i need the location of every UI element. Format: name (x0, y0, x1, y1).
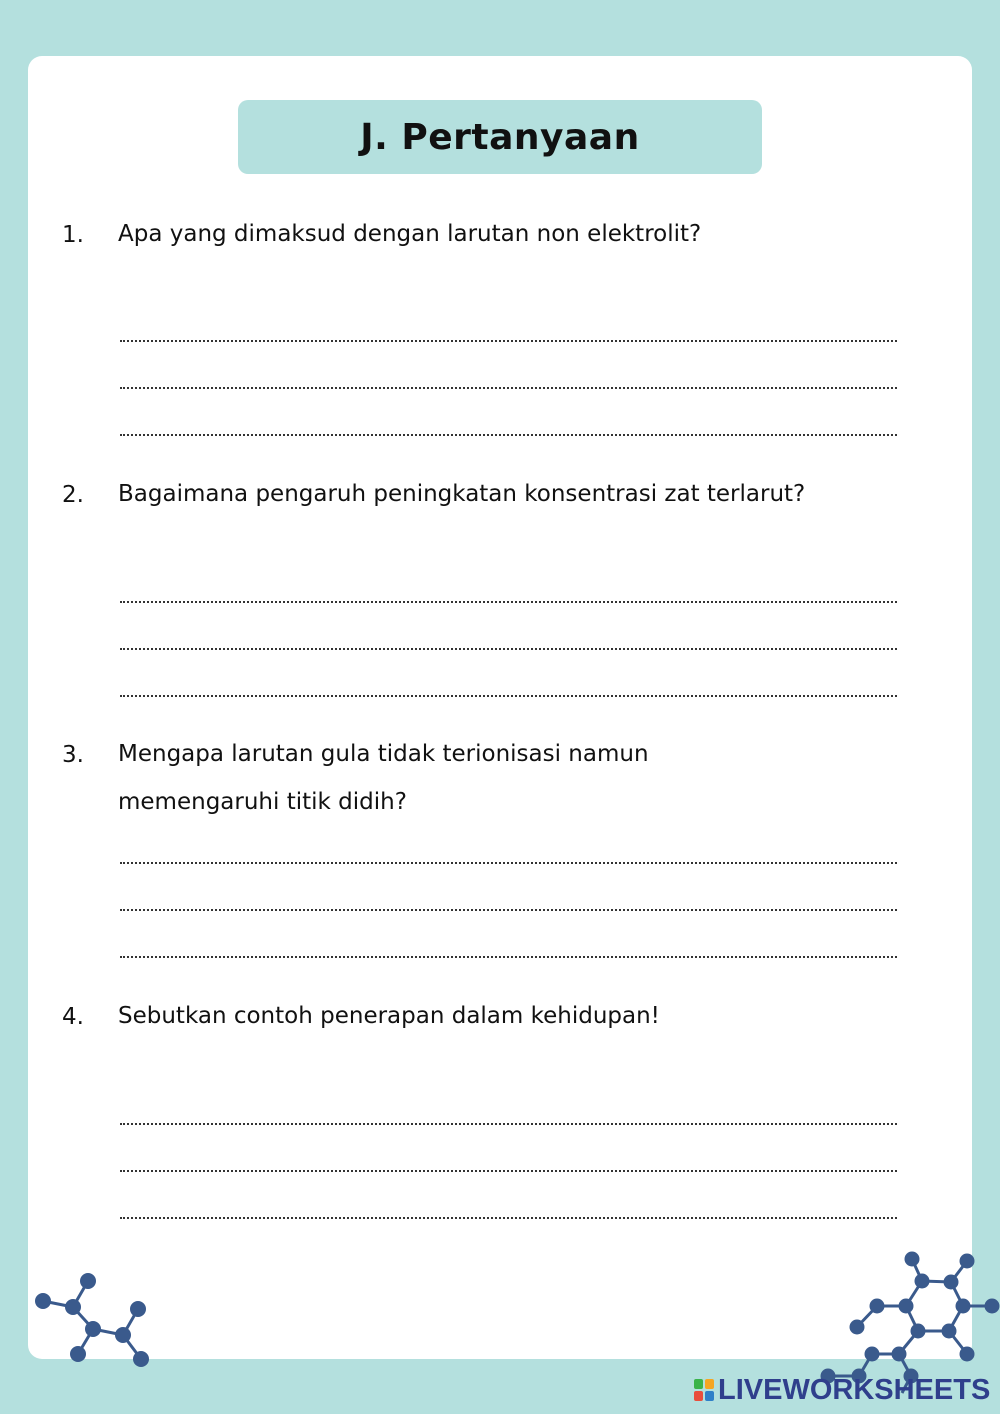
answer-line-3a[interactable] (120, 862, 897, 864)
answer-line-2c[interactable] (120, 695, 897, 697)
question-number: 2. (62, 482, 84, 508)
title-banner (238, 100, 762, 174)
answer-line-1a[interactable] (120, 340, 897, 342)
question-text-line-2: memengaruhi titik didih? (118, 789, 407, 815)
answer-line-4b[interactable] (120, 1170, 897, 1172)
answer-line-1b[interactable] (120, 387, 897, 389)
question-text: Bagaimana pengaruh peningkatan konsentrasi zat terlarut? (118, 481, 806, 507)
question-number: 3. (62, 742, 84, 768)
answer-line-3c[interactable] (120, 956, 897, 958)
question-text: Apa yang dimaksud dengan larutan non elektrolit? (118, 221, 702, 247)
question-text-line-1: Mengapa larutan gula tidak terionisasi namun (118, 741, 649, 767)
answer-line-4c[interactable] (120, 1217, 897, 1219)
liveworksheets-logo[interactable] (694, 1374, 990, 1406)
answer-line-2b[interactable] (120, 648, 897, 650)
question-text (118, 730, 918, 826)
molecule-icon-left (30, 1270, 160, 1370)
answer-line-4a[interactable] (120, 1123, 897, 1125)
question-number: 4. (62, 1004, 84, 1030)
logo-text: LIVEWORKSHEETS (718, 1373, 991, 1406)
question-text: Sebutkan contoh penerapan dalam kehidupan! (118, 1003, 660, 1029)
page-title: J. Pertanyaan (360, 116, 640, 158)
answer-line-1c[interactable] (120, 434, 897, 436)
question-number: 1. (62, 222, 84, 248)
liveworksheets-logo-icon (694, 1379, 714, 1401)
answer-line-2a[interactable] (120, 601, 897, 603)
answer-line-3b[interactable] (120, 909, 897, 911)
molecule-icon-right (810, 1245, 1000, 1395)
